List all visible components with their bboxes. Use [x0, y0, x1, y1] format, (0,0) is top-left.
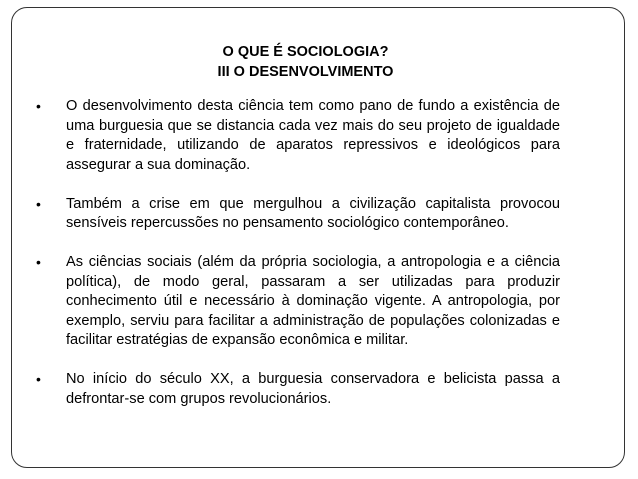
title-line-2: III O DESENVOLVIMENTO	[217, 64, 394, 80]
bullet-text: As ciências sociais (além da própria sociologia, a antropologia e a ciência política), de modo geral, passaram a ser utilizadas para produzir conhecimento útil e necessário à dominação vigente. A antropologia, por exemplo, serviu para facilitar a administração de populações colonizadas e facilitar estratégias de expansão econômica e militar.	[66, 254, 560, 348]
bullet-text: Também a crise em que mergulhou a civilização capitalista provocou sensíveis repercussões no pensamento sociológico contemporâneo.	[66, 195, 560, 231]
bullet-item	[36, 370, 560, 409]
bullet-list	[36, 97, 560, 429]
bullet-item	[36, 195, 560, 234]
bullet-icon: •	[36, 371, 41, 387]
bullet-icon: •	[36, 98, 41, 114]
title-line-1: O QUE É SOCIOLOGIA?	[222, 44, 389, 60]
slide-title	[0, 42, 638, 82]
bullet-text: O desenvolvimento desta ciência tem como pano de fundo a existência de uma burguesia que se distancia cada vez mais do seu projeto de igualdade e fraternidade, utilizando de aparatos repressivos e ideológicos para assegurar a sua dominação.	[66, 98, 560, 173]
bullet-icon: •	[36, 195, 41, 212]
bullet-item	[36, 253, 560, 351]
bullet-item	[36, 97, 560, 175]
bullet-text: No início do século XX, a burguesia conservadora e belicista passa a defrontar-se com grupos revolucionários.	[66, 371, 560, 407]
bullet-icon: •	[36, 254, 41, 270]
